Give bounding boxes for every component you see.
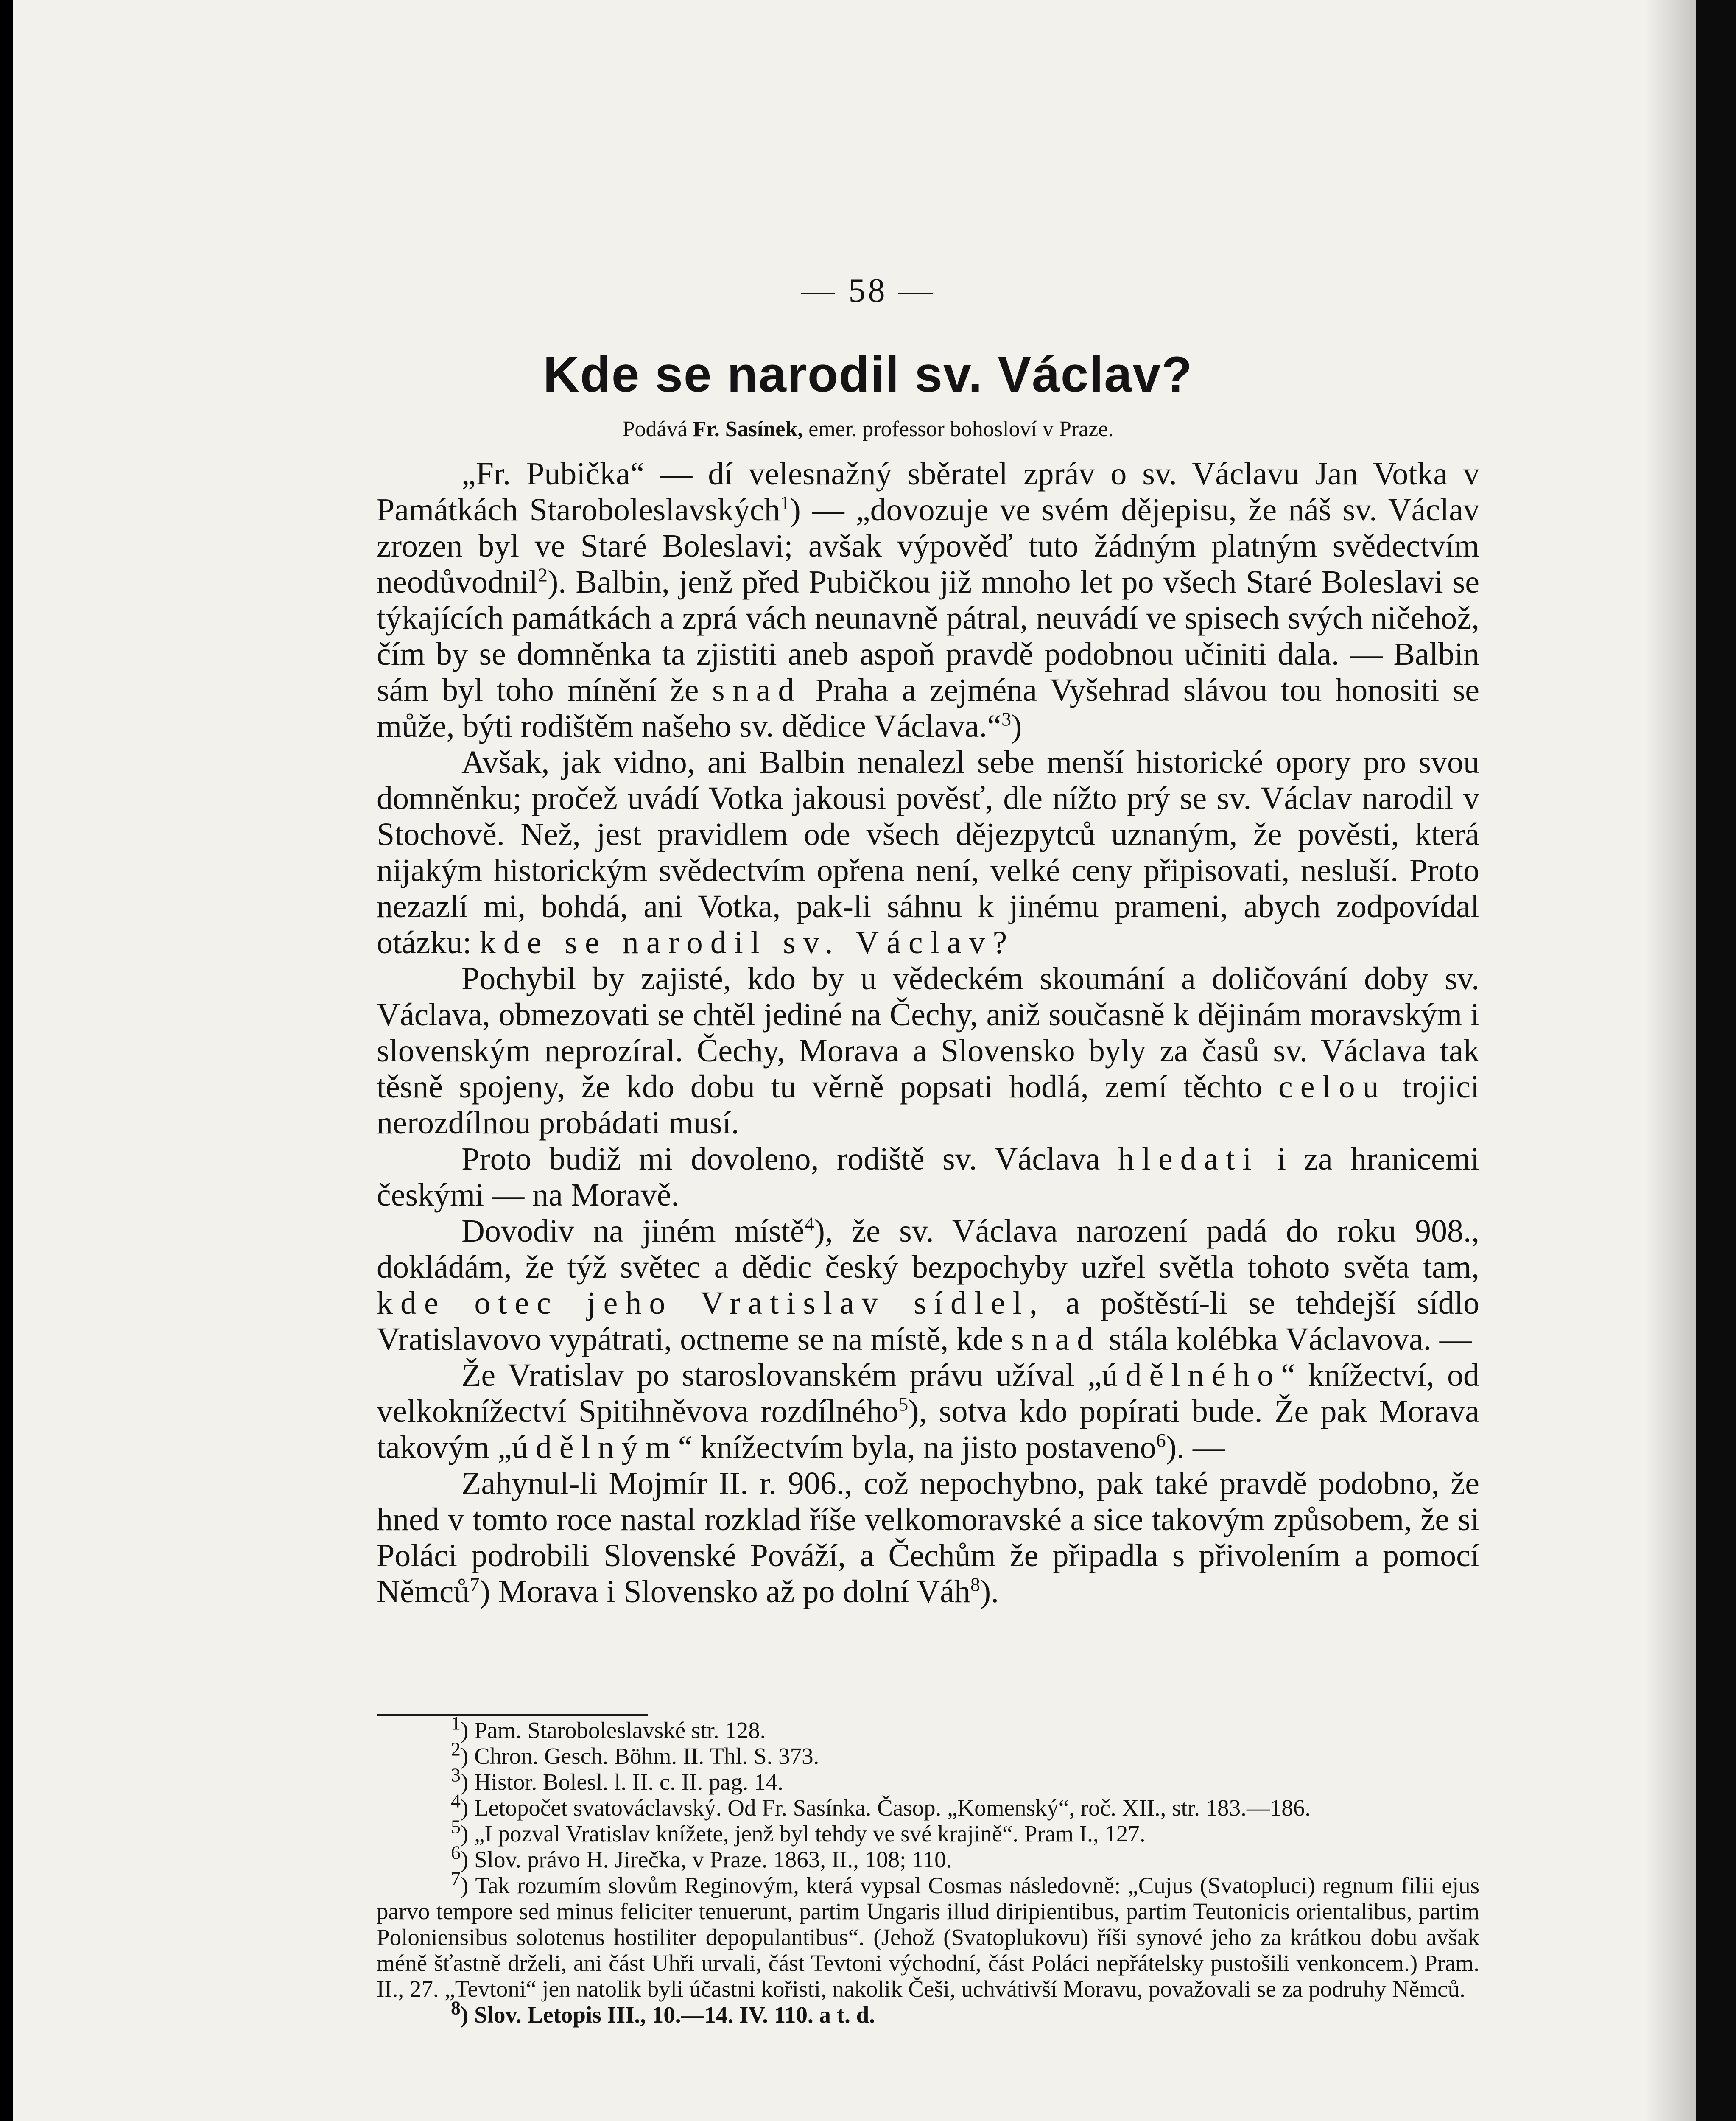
footnote-mark-1: 1 — [451, 1712, 461, 1734]
p6-text-g: ). — — [1166, 1430, 1225, 1465]
footnote-mark-8: 8 — [451, 1997, 461, 2019]
p1-text-e: Praha a zejména Vyšehrad slávou tou honositi se může, býti rodištěm našeho sv. dědice Václava.“ — [377, 672, 1480, 744]
p4-text-c: i za hranicemi českými — na Moravě. — [377, 1141, 1480, 1213]
p1-text-a: „Fr. Pubička“ — dí velesnažný sběratel zpráv o sv. Václavu Jan Votka v Památkách Staroboleslavských — [377, 456, 1479, 528]
footnote-6-text: Slov. právo H. Jirečka, v Praze. 1863, II., 108; 110. — [474, 1847, 952, 1872]
footnote-mark-5: 5 — [451, 1816, 461, 1838]
paragraph-3 — [377, 961, 1479, 1141]
scan-edge-left — [0, 0, 13, 2121]
footnote-separator — [377, 1714, 648, 1716]
article-title: Kde se narodil sv. Václav? — [543, 347, 1193, 403]
footnote-8-text: Slov. Letopis III., 10.—14. IV. 110. a t. d. — [474, 2002, 875, 2028]
p3-emphasis-celou: celou — [1278, 1069, 1387, 1105]
footnote-3-text: Histor. Bolesl. l. II. c. II. pag. 14. — [474, 1769, 783, 1795]
paragraph-7 — [377, 1466, 1479, 1610]
paragraph-6 — [377, 1357, 1479, 1466]
footnote-5: $^5$) „I pozval Vratislav knížete, jenž byl tehdy ve své krajině“. Pram I., 127. — [451, 1816, 1146, 1847]
p5-text-f: stála kolébka Václavova. — — [1109, 1321, 1472, 1357]
p6-text-a: Že Vratislav po staroslovanském právu užíval „ — [461, 1357, 1102, 1393]
paragraph-4 — [377, 1141, 1479, 1213]
footnote-ref-1: 1 — [780, 492, 790, 514]
article-body — [377, 456, 1479, 1610]
p6-text-f: “ knížectvím byla, na jisto postaveno — [678, 1430, 1156, 1465]
footnote-ref-2: 2 — [537, 564, 548, 586]
footnote-mark-7: 7 — [451, 1867, 461, 1889]
p6-text-d: ), sotva kdo popírati bude. Že pak Morava takovým „ — [377, 1393, 1479, 1465]
p5-text-a: Dovodiv na jiném místě — [461, 1213, 805, 1249]
p1-text-f: ) — [1011, 708, 1022, 744]
footnote-ref-3: 3 — [1001, 708, 1012, 730]
footnote-1: $^1$) Pam. Staroboleslavské str. 128. — [451, 1712, 766, 1743]
p3-text-a: Pochybil by zajisté, kdo by u vědeckém skoumání a doličování doby sv. Václava, obmezovati se chtěl jediné na Čechy, aniž současně k dějinám moravským i slovenským neprozíral. Čechy, Morava a Slovensko byly za časů sv. Václava tak těsně spojeny, že kdo dobu tu věrně popsati hodlá, zemí těchto — [377, 961, 1479, 1105]
byline-suffix: emer. professor bohosloví v Praze. — [808, 417, 1114, 441]
footnote-4-text: Letopočet svatováclavský. Od Fr. Sasínka. Časop. „Komenský“, roč. XII., str. 183.—186. — [474, 1795, 1311, 1821]
byline-prefix: Podává — [622, 417, 688, 441]
p5-text-b: ), že sv. Václava narození padá do roku 908., dokládám, že týž světec a dědic český bezpochyby uzřel světla tohoto světa tam, — [377, 1213, 1479, 1285]
footnote-8: $^8$) Slov. Letopis III., 10.—14. IV. 110. a t. d. — [451, 1997, 875, 2028]
footnote-6: $^6$) Slov. právo H. Jirečka, v Praze. 1863, II., 108; 110. — [451, 1841, 952, 1872]
footnote-5-text: „I pozval Vratislav knížete, jenž byl tehdy ve své krajině“. Pram I., 127. — [474, 1821, 1146, 1847]
footnote-ref-8: 8 — [970, 1573, 980, 1595]
p1-text-b: ) — „dovozuje ve svém dějepisu, že náš sv. Václav zrozen byl ve Staré Boleslavi; avšak výpověď tuto žádným platným svědectvím neodůvodnil — [377, 492, 1479, 600]
paragraph-2 — [377, 744, 1479, 961]
footnote-ref-6: 6 — [1156, 1429, 1166, 1451]
footnote-mark-4: 4 — [451, 1790, 461, 1812]
binding-shadow — [1645, 0, 1696, 2121]
p2-question: kde se narodil sv. Václav? — [479, 925, 1015, 960]
p5-emphasis-otec: kde otec jeho Vratislav sídlel, — [377, 1285, 1045, 1321]
footnote-3: $^3$) Histor. Bolesl. l. II. c. II. pag. 14. — [451, 1764, 783, 1795]
byline-author: Fr. Sasínek, — [693, 417, 803, 441]
footnote-ref-7: 7 — [470, 1573, 480, 1595]
footnotes — [377, 1712, 1480, 2028]
footnote-ref-5: 5 — [898, 1393, 909, 1415]
byline — [0, 417, 1736, 442]
p1-text-c: ). Balbin, jenž před Pubičkou již mnoho let po všech Staré Boleslavi se týkajících památkách a zprá vách neunavně pátral, neuvádí ve spisech svých ničehož, čím by se domněnka ta zjistiti aneb aspoň pravdě podobnou učiniti dala. — Balbin sám byl toho mínění že — [377, 564, 1479, 708]
p7-text-c: ). — [980, 1574, 999, 1609]
footnote-mark-6: 6 — [451, 1841, 461, 1864]
paragraph-5 — [377, 1213, 1479, 1357]
p6-text-c: “ knížectví, od velkoknížectví Spitihněvova rozdílného — [377, 1357, 1479, 1429]
paragraph-1 — [377, 456, 1479, 744]
p3-text-c: trojici nerozdílnou probádati musí. — [377, 1069, 1480, 1141]
p5-text-d: a poštěstí-li se tehdejší sídlo Vratislavovo vypátrati, octneme se na místě, kde — [377, 1285, 1480, 1357]
footnote-4: $^4$) Letopočet svatováclavský. Od Fr. Sasínka. Časop. „Komenský“, roč. XII., str. 183.—186. — [451, 1790, 1311, 1821]
footnote-mark-2: 2 — [451, 1738, 461, 1760]
p7-text-a: Zahynul-li Mojmír II. r. 906., což nepochybno, pak také pravdě podobno, že hned v tomto roce nastal rozklad říše velkomoravské a sice takovým způsobem, že si Poláci podrobili Slovenské Pováží, a Čechům že připadla s přivolením a pomocí Němců — [377, 1466, 1479, 1609]
footnote-2: $^2$) Chron. Gesch. Böhm. II. Thl. S. 373. — [451, 1738, 819, 1769]
footnote-1-text: Pam. Staroboleslavské str. 128. — [474, 1717, 766, 1743]
page-number: — 58 — — [801, 272, 935, 309]
p6-emphasis-udelnym: údělným — [512, 1430, 678, 1465]
scan-edge-right — [1696, 0, 1736, 2121]
p1-emphasis-snad: snad — [712, 672, 802, 708]
p7-text-b: ) Morava i Slovensko až po dolní Váh — [479, 1574, 970, 1609]
footnote-7: $^7$) Tak rozumím slovům Reginovým, která vypsal Cosmas následovně: „Cujus (Svatopluci) regnum filii ejus parvo tempore sed minus feliciter tenuerunt, partim Ungaris illud diripientibus, partim Teutonicis orientalibus, partim Poloniensibus solotenus hostiliter depopulantibus“. (Jehož (Svatoplukovu) říši synové jeho za krátkou dobu avšak méně šťastně drželi, ani část Uhři urvali, část Tevtoni východní, část Poláci nepřátelsky pustošili venkoncem.) Pram. II., 27. „Tevtoni“ jen natolik byli účastni kořisti, nakolik Češi, uchvátivší Moravu, považovali se za podruhy Němců. — [377, 1867, 1480, 2002]
p5-emphasis-snad: snad — [1011, 1321, 1101, 1357]
footnote-2-text: Chron. Gesch. Böhm. II. Thl. S. 373. — [474, 1743, 819, 1769]
p6-emphasis-udelneho: údělného — [1101, 1357, 1281, 1393]
p4-emphasis-hledati: hledati — [1118, 1141, 1259, 1177]
footnote-7-text: Tak rozumím slovům Reginovým, která vypsal Cosmas následovně: „Cujus (Svatopluci) regnum filii ejus parvo tempore sed minus feliciter tenuerunt, partim Ungaris illud diripientibus, partim Teutonicis orientalibus, partim Poloniensibus solotenus hostiliter depopulantibus“. (Jehož (Svatoplukovu) říši synové jeho za krátkou dobu avšak méně šťastně drželi, ani část Uhři urvali, část Tevtoni východní, část Poláci nepřátelsky pustošili venkoncem.) Pram. II., 27. „Tevtoni“ jen natolik byli účastni kořisti, nakolik Češi, uchvátivší Moravu, považovali se za podruhy Němců. — [377, 1872, 1480, 2002]
footnote-mark-3: 3 — [451, 1764, 461, 1786]
footnote-ref-4: 4 — [804, 1213, 814, 1235]
p4-text-a: Proto budiž mi dovoleno, rodiště sv. Václava — [461, 1141, 1100, 1177]
p2-text-a: Avšak, jak vidno, ani Balbin nenalezl sebe menší historické opory pro svou domněnku; pročež uvádí Votka jakousi pověsť, dle nížto prý se sv. Václav narodil v Stochově. Než, jest pravidlem ode všech dějezpytců uznaným, že pověsti, která nijakým historickým svědectvím opřena není, velké ceny připisovati, nesluší. Proto nezazlí mi, bohdá, ani Votka, pak-li sáhnu k jinému prameni, abych zodpovídal otázku: — [377, 744, 1479, 960]
